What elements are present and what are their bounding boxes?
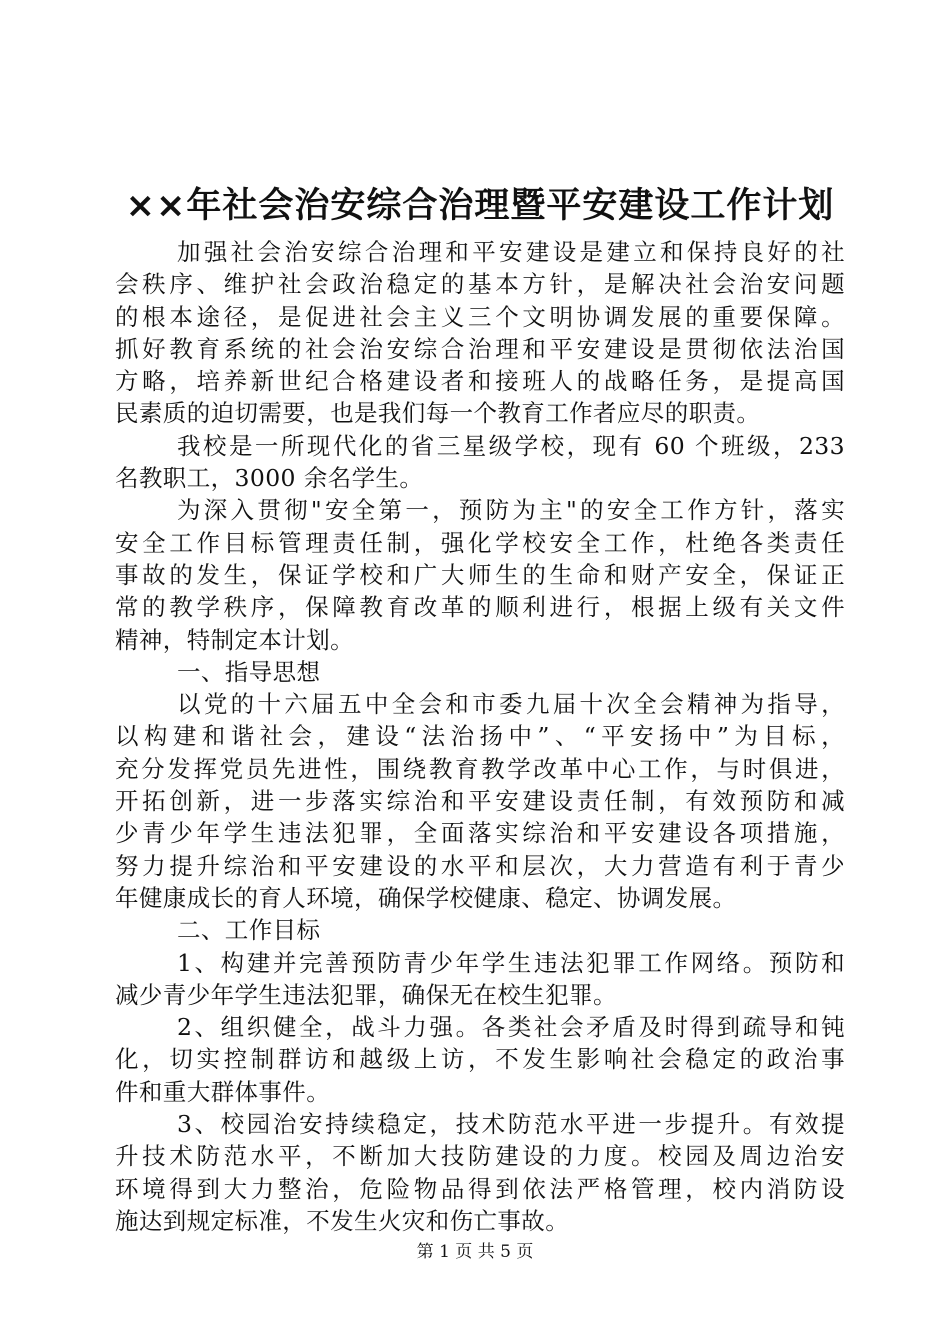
document-title: ××年社会治安综合治理暨平安建设工作计划 <box>125 186 835 226</box>
text-line: 以构建和谐社会，建设“法治扬中”、“平安扬中”为目标， <box>115 722 845 751</box>
document-body <box>115 236 845 1237</box>
text-line: 施达到规定标准，不发生火灾和伤亡事故。 <box>115 1206 570 1235</box>
text-line: 年健康成长的育人环境，确保学校健康、稳定、协调发展。 <box>115 883 737 912</box>
text-line: 努力提升综治和平安建设的水平和层次，大力营造有利于青少 <box>115 851 845 880</box>
text-line: 精神，特制定本计划。 <box>115 625 354 654</box>
text-line: 一、指导思想 <box>177 657 321 686</box>
text-line: 为深入贯彻"安全第一，预防为主"的安全工作方针，落实 <box>177 496 845 525</box>
text-line: 件和重大群体事件。 <box>115 1077 331 1106</box>
text-line: 少青少年学生违法犯罪，全面落实综治和平安建设各项措施， <box>115 819 845 848</box>
text-line: 二、工作目标 <box>177 916 321 945</box>
text-line: 2、组织健全，战斗力强。各类社会矛盾及时得到疏导和钝 <box>177 1013 845 1042</box>
text-line: 开拓创新，进一步落实综治和平安建设责任制，有效预防和减 <box>115 787 845 816</box>
text-line: 事故的发生，保证学校和广大师生的生命和财产安全，保证正 <box>115 560 845 589</box>
text-line: 升技术防范水平，不断加大技防建设的力度。校园及周边治安 <box>115 1142 845 1171</box>
text-line: 的根本途径，是促进社会主义三个文明协调发展的重要保障。 <box>115 302 845 331</box>
text-line: 加强社会治安综合治理和平安建设是建立和保持良好的社 <box>177 238 845 266</box>
text-line: 减少青少年学生违法犯罪，确保无在校生犯罪。 <box>115 980 617 1009</box>
page-footer: 第 1 页 共 5 页 <box>416 1242 534 1262</box>
text-line: 化，切实控制群访和越级上访，不发生影响社会稳定的政治事 <box>115 1045 845 1074</box>
text-line: 3、校园治安持续稳定，技术防范水平进一步提升。有效提 <box>177 1110 845 1139</box>
text-line: 我校是一所现代化的省三星级学校，现有 60 个班级，233 <box>177 431 845 460</box>
text-line: 会秩序、维护社会政治稳定的基本方针，是解决社会治安问题 <box>115 270 845 299</box>
text-line: 抓好教育系统的社会治安综合治理和平安建设是贯彻依法治国 <box>115 334 845 363</box>
text-line: 以党的十六届五中全会和市委九届十次全会精神为指导， <box>177 690 845 719</box>
text-line: 充分发挥党员先进性，围绕教育教学改革中心工作，与时俱进， <box>115 754 845 783</box>
text-line: 名教职工，3000 余名学生。 <box>115 464 424 493</box>
text-line: 安全工作目标管理责任制，强化学校安全工作，杜绝各类责任 <box>115 528 845 557</box>
text-line: 1、构建并完善预防青少年学生违法犯罪工作网络。预防和 <box>177 948 845 977</box>
text-line: 民素质的迫切需要，也是我们每一个教育工作者应尽的职责。 <box>115 399 761 428</box>
text-line: 环境得到大力整治，危险物品得到依法严格管理，校内消防设 <box>115 1174 845 1203</box>
text-line: 方略，培养新世纪合格建设者和接班人的战略任务，是提高国 <box>115 367 845 396</box>
text-line: 常的教学秩序，保障教育改革的顺利进行，根据上级有关文件 <box>115 593 845 622</box>
